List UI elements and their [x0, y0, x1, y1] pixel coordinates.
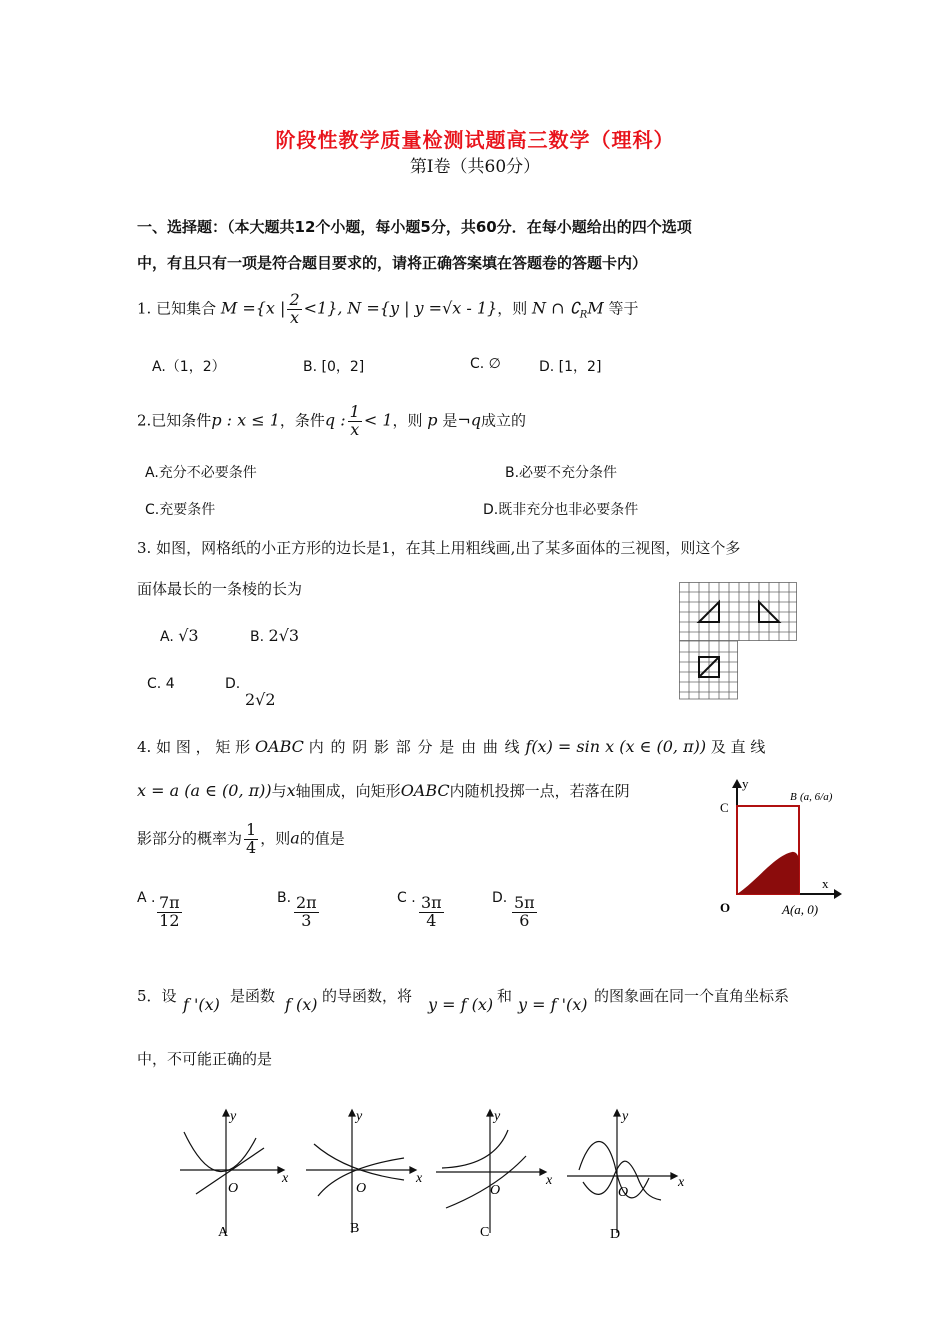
q5-eq2: y = f '(x) [518, 995, 588, 1014]
q1-sub: R [579, 309, 588, 321]
graph-b-y: y [356, 1109, 363, 1124]
q4-fraction [244, 822, 258, 857]
fig-a-label: A(a, 0) [782, 902, 819, 917]
q5-fprime: f '(x) [183, 995, 220, 1014]
fig-b-coord: (a, 6/a) [800, 791, 833, 803]
q2-option-b[interactable]: B.必要不充分条件 [505, 465, 618, 481]
q4-option-a-den: 12 [159, 910, 180, 930]
q4-figure [712, 776, 842, 922]
three-view-figure [679, 582, 799, 702]
q4-frac-num: 1 [246, 820, 257, 839]
q3-option-c-value: 4 [165, 676, 175, 692]
fig-c-label: C [720, 800, 729, 815]
graph-b-label: B [350, 1221, 360, 1236]
fig-y-label: y [742, 776, 749, 791]
q5-eq1: y = f (x) [428, 995, 494, 1014]
q4-line2-tail: 内随机投掷一点，若落在阴 [449, 782, 630, 800]
q4-line3-a: a [290, 828, 300, 848]
q4-line2-text: 与 [271, 782, 287, 800]
q1-mid: ，则 [497, 299, 528, 318]
q3-option-b-value: 2√3 [268, 626, 300, 645]
q1-option-c[interactable]: C. ∅ [470, 356, 501, 372]
graph-b-x: x [416, 1171, 423, 1186]
q2-pvar: p [427, 410, 438, 430]
q4-line1 [137, 736, 765, 757]
q2-option-d[interactable]: D.既非充分也非必要条件 [483, 502, 639, 518]
q1-set-m-tail: <1}, [303, 298, 343, 318]
q4-option-c-num: 3π [421, 893, 442, 912]
q4-line3-mid: ，则 [260, 829, 291, 848]
q1-frac-num: 2 [289, 290, 300, 309]
q4-option-d[interactable] [492, 890, 507, 906]
x-axis-arrow-icon [834, 889, 842, 899]
graph-d-y: y [622, 1109, 629, 1124]
y-axis-arrow-icon [732, 779, 742, 788]
q1-frac-den: x [290, 307, 300, 327]
grid-bottom [679, 641, 738, 699]
q4-line1-tail: 及 直 线 [710, 738, 766, 756]
q4-option-d-num: 5π [514, 893, 535, 912]
q5-f: f (x) [285, 995, 318, 1014]
q2-option-a[interactable]: A.充分不必要条件 [145, 465, 257, 481]
question-1 [137, 292, 639, 327]
q1-set-n: N ={y | y =√x - 1} [347, 298, 498, 318]
graph-c-x: x [546, 1173, 553, 1188]
q5-prefix: 5．设 [137, 987, 177, 1005]
q3-option-d-label: D. [225, 676, 241, 692]
graph-c [436, 1110, 546, 1233]
q2-option-c[interactable]: C.充要条件 [145, 502, 216, 518]
page-title: 阶段性教学质量检测试题高三数学（理科） [275, 128, 675, 152]
q3-option-c-label: C. [147, 676, 162, 692]
q1-set-m: M ={x | [220, 298, 286, 318]
q5-tail: 的图象画在同一个直角坐标系 [594, 987, 790, 1005]
q2-suffix: 成立的 [481, 411, 527, 430]
q2-negq: ¬q [457, 410, 481, 430]
page-subtitle: 第Ⅰ卷（共60分） [409, 157, 541, 177]
q4-option-d-den: 6 [519, 910, 530, 930]
q4-option-c-value [417, 895, 446, 930]
q4-option-d-label: D. [492, 890, 508, 906]
q3-line1: 3. 如图，网格纸的小正方形的边长是1，在其上用粗线画,出了某多面体的三视图，则这个多 [137, 539, 741, 557]
q4-option-b[interactable] [277, 890, 291, 906]
q5-mid: 的导函数，将 [322, 987, 413, 1005]
q4-option-b-value [292, 895, 321, 930]
q4-option-c[interactable] [397, 890, 416, 906]
q2-q-tail: < 1 [363, 410, 393, 430]
q4-option-a-label: A . [137, 890, 156, 906]
graph-a-y: y [230, 1109, 237, 1124]
graph-c-o: O [490, 1183, 501, 1198]
q4-option-c-label: C . [397, 890, 416, 906]
graph-d [567, 1110, 677, 1233]
fig-x-label: x [822, 876, 829, 891]
q5-line1 [137, 985, 177, 1006]
q3-option-a-value: √3 [178, 626, 199, 645]
q4-option-b-den: 3 [301, 910, 312, 930]
section-intro-line1: 一、选择题：（本大题共12个小题，每小题5分，共60分．在每小题给出的四个选项 [137, 218, 692, 236]
q3-option-c[interactable] [147, 676, 175, 692]
q4-line1-func: f(x) = sin x (x ∈ (0, π)) [525, 737, 707, 756]
graph-b [306, 1110, 416, 1233]
shaded-region [737, 852, 799, 894]
q1-option-b[interactable]: B. [0，2] [303, 359, 365, 375]
q4-option-d-value [510, 895, 539, 930]
q5-is: 是函数 [230, 987, 276, 1005]
q4-option-a-num: 7π [159, 893, 180, 912]
question-2 [137, 404, 526, 439]
fig-o-label: O [720, 900, 731, 915]
q1-option-d[interactable]: D. [1，2] [539, 359, 602, 375]
q4-option-a-value [155, 895, 184, 930]
q2-p: p : x ≤ 1 [211, 410, 280, 430]
q3-option-a-label: A. [160, 629, 174, 645]
q4-frac-den: 4 [246, 837, 257, 857]
q3-line2: 面体最长的一条棱的长为 [137, 580, 303, 598]
q3-option-d-value: 2√2 [245, 690, 276, 709]
q5-graphs [170, 1108, 700, 1243]
graph-a [180, 1110, 284, 1233]
q4-line3-text: 影部分的概率为 [137, 829, 243, 848]
q4-line1-mid: 内 的 阴 影 部 分 是 由 曲 线 [308, 738, 521, 756]
q4-line2-x: x [286, 781, 296, 800]
q4-line2 [137, 780, 630, 801]
q2-then: ，则 [392, 411, 423, 430]
section-intro-line2: 中，有且只有一项是符合题目要求的，请将正确答案填在答题卷的答题卡内） [137, 254, 648, 272]
q3-option-d[interactable] [225, 676, 240, 692]
graph-b-o: O [356, 1181, 367, 1196]
q2-fraction [348, 404, 362, 439]
graph-c-label: C [480, 1225, 490, 1240]
q4-option-b-num: 2π [296, 893, 317, 912]
q4-line3-tail: 的值是 [299, 829, 345, 848]
q3-option-a[interactable] [160, 626, 199, 645]
graph-c-y: y [494, 1109, 501, 1124]
graph-d-o: O [618, 1185, 629, 1200]
q4-option-b-label: B. [277, 890, 292, 906]
graph-a-label: A [218, 1225, 229, 1240]
graph-a-x: x [282, 1171, 289, 1186]
q1-prefix: 1. 已知集合 [137, 299, 217, 318]
q4-line2-rect: OABC [400, 781, 450, 800]
q4-line2-eq: x = a (a ∈ (0, π)) [137, 781, 272, 800]
q5-and: 和 [497, 987, 513, 1005]
q4-option-c-den: 4 [426, 910, 437, 930]
q5-line2: 中，不可能正确的是 [137, 1050, 273, 1068]
q4-line1-text: 4. 如 图 ， 矩 形 [137, 738, 251, 756]
q4-line2-text2: 轴围成，向矩形 [295, 782, 401, 800]
q1-expr-tail: M [587, 298, 604, 318]
q4-option-a[interactable] [137, 890, 155, 906]
q2-frac-num: 1 [349, 402, 360, 421]
q2-is: 是 [442, 411, 458, 430]
q1-expr: N ∩ ∁ [532, 298, 580, 318]
q4-line1-rect: OABC [254, 737, 304, 756]
q4-line3 [137, 822, 345, 857]
q2-mid: ，条件 [279, 411, 325, 430]
q1-fraction [287, 292, 301, 327]
q3-option-b[interactable] [250, 626, 299, 645]
grid-top [679, 582, 797, 641]
q3-option-b-label: B. [250, 629, 265, 645]
q2-prefix: 2.已知条件 [137, 411, 212, 430]
q1-suffix: 等于 [608, 299, 639, 318]
q1-option-a[interactable]: A.（1，2） [152, 359, 226, 375]
graph-d-x: x [678, 1175, 685, 1190]
graph-d-label: D [610, 1227, 621, 1242]
graph-a-o: O [228, 1181, 239, 1196]
q2-frac-den: x [350, 419, 360, 439]
q2-q: q : [324, 410, 346, 430]
fig-b-label: B [790, 791, 797, 803]
